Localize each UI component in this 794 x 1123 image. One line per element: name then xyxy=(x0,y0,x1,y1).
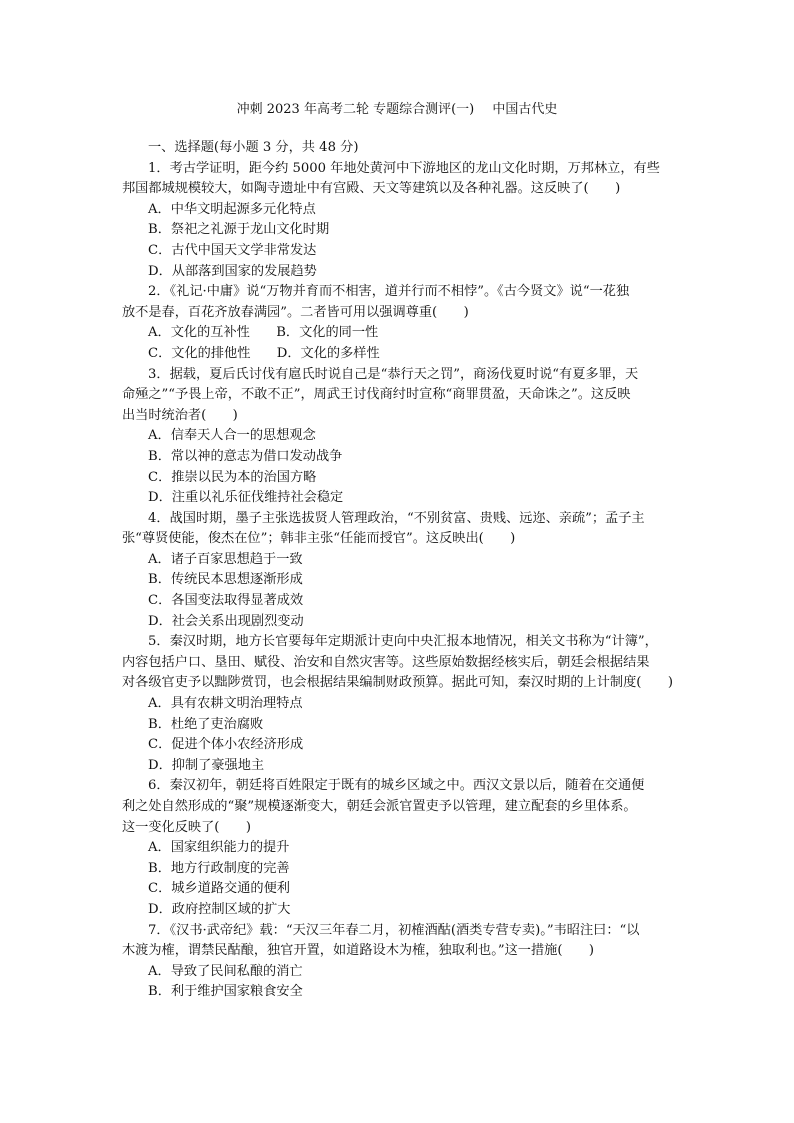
question-text-line: 放不是春，百花齐放春满园”。二者皆可用以强调尊重( ) xyxy=(122,304,469,320)
answer-option: B．祭祀之礼源于龙山文化时期 xyxy=(148,222,330,238)
answer-option: B．利于维护国家粮食安全 xyxy=(148,984,303,1000)
question-text-line: 5．秦汉时期，地方长官要每年定期派计吏向中央汇报本地情况，相关文书称为“计簿”， xyxy=(148,634,658,650)
answer-option: D．社会关系出现剧烈变动 xyxy=(148,613,304,629)
page-title xyxy=(0,98,794,117)
answer-option: C．城乡道路交通的便利 xyxy=(148,881,290,897)
question-text-line: 张“尊贤使能，俊杰在位”；韩非主张“任能而授官”。这反映出( ) xyxy=(122,531,516,547)
answer-option: A．中华文明起源多元化特点 xyxy=(148,201,316,217)
answer-option: D．抑制了豪强地主 xyxy=(148,757,265,773)
question-text-line: 对各级官吏予以黜陟赏罚，也会根据结果编制财政预算。据此可知，秦汉时期的上计制度( ) xyxy=(122,675,673,691)
question-text-line: 邦国都城规模较大，如陶寺遗址中有宫殿、天文等建筑以及各种礼器。这反映了( ) xyxy=(122,181,621,197)
answer-option: D．从部落到国家的发展趋势 xyxy=(148,263,317,279)
answer-option: A．诸子百家思想趋于一致 xyxy=(148,551,303,567)
answer-option: B．杜绝了吏治腐败 xyxy=(148,716,264,732)
question-text-line: 7．《汉书·武帝纪》载：“天汉三年春二月，初榷酒酤(酒类专营专卖)。”韦昭注曰：“以 xyxy=(148,922,640,938)
question-text-line: 出当时统治者( ) xyxy=(122,407,238,423)
question-text-line: 4．战国时期，墨子主张选拔贤人管理政治，“不别贫富、贵贱、远迩、亲疏”；孟子主 xyxy=(148,510,645,526)
answer-option: B．地方行政制度的完善 xyxy=(148,860,290,876)
answer-option: B．常以神的意志为借口发动战争 xyxy=(148,448,343,464)
answer-option: A．国家组织能力的提升 xyxy=(148,840,290,856)
question-text-line: 这一变化反映了( ) xyxy=(122,819,251,835)
answer-option: C．各国变法取得显著成效 xyxy=(148,593,304,609)
answer-option: D．政府控制区域的扩大 xyxy=(148,901,291,917)
answer-option: A．信奉天人合一的思想观念 xyxy=(148,428,316,444)
answer-option: C．古代中国天文学非常发达 xyxy=(148,242,317,258)
answer-option: A．具有农耕文明治理特点 xyxy=(148,696,303,712)
answer-option: D．注重以礼乐征伐维持社会稳定 xyxy=(148,490,344,506)
question-text-line: 利之处自然形成的“聚”规模逐渐变大，朝廷会派官置吏予以管理，建立配套的乡里体系。 xyxy=(122,799,637,814)
question-text-line: 命殛之”“予畏上帝，不敢不正”，周武王讨伐商纣时宣称“商罪贯盈，天命诛之”。这反映 xyxy=(122,387,631,403)
answer-option: B．传统民本思想逐渐形成 xyxy=(148,572,303,588)
title-subject: 中国古代史 xyxy=(492,102,558,117)
answer-option: C．促进个体小农经济形成 xyxy=(148,737,304,753)
question-text-line: 木渡为榷，谓禁民酤酿，独官开置，如道路设木为榷，独取利也。”这一措施( ) xyxy=(122,943,594,959)
answer-option: C．文化的排他性 D．文化的多样性 xyxy=(148,345,380,361)
question-text-line: 6．秦汉初年，朝廷将百姓限定于既有的城乡区域之中。西汉文景以后，随着在交通便 xyxy=(148,778,645,794)
question-text-line: 2．《礼记·中庸》说“万物并育而不相害，道并行而不相悖”。《古今贤文》说“一花独 xyxy=(148,284,630,300)
section-heading: 一、选择题(每小题 3 分，共 48 分) xyxy=(148,140,359,155)
question-text-line: 内容包括户口、垦田、赋役、治安和自然灾害等。这些原始数据经核实后，朝廷会根据结果 xyxy=(122,654,650,670)
question-text-line: 3．据载，夏后氏讨伐有扈氏时说自己是“恭行天之罚”，商汤伐夏时说“有夏多罪，天 xyxy=(148,366,639,382)
question-body xyxy=(122,138,687,1003)
answer-option: A．文化的互补性 B．文化的同一性 xyxy=(148,325,379,341)
question-text-line: 1．考古学证明，距今约 5000 年地处黄河中下游地区的龙山文化时期，万邦林立，有些 xyxy=(148,160,660,176)
answer-option: C．推崇以民为本的治国方略 xyxy=(148,469,317,485)
title-text: 冲刺 2023 年高考二轮 专题综合测评(一) xyxy=(236,102,475,117)
answer-option: A．导致了民间私酿的消亡 xyxy=(148,963,303,979)
